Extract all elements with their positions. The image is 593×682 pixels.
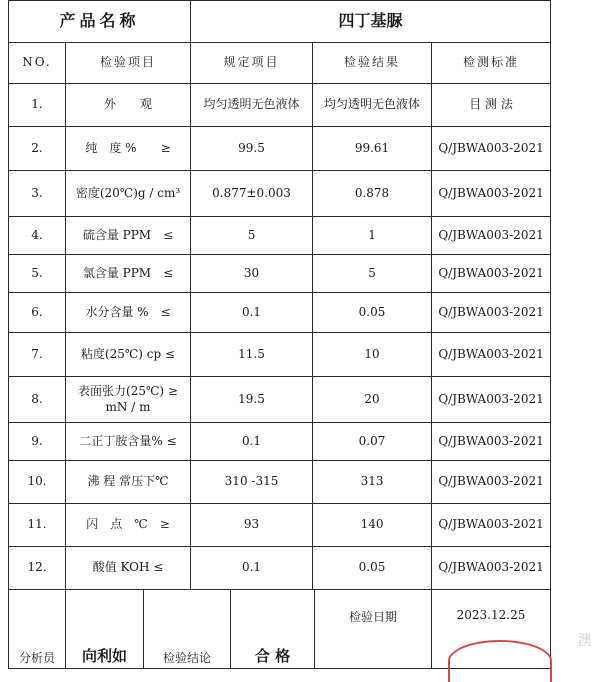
table-row	[9, 333, 551, 377]
cell-no: 12.	[9, 547, 66, 590]
cell-no: 2.	[9, 127, 66, 171]
cell-item: 氯含量 PPM ≤	[66, 255, 191, 293]
cell-spec: 99.5	[191, 127, 313, 171]
cell-result: 均匀透明无色液体	[313, 84, 432, 127]
product-name-value: 四丁基脲	[191, 1, 551, 43]
cell-spec: 310 -315	[191, 461, 313, 504]
col-item: 检验项目	[66, 43, 191, 84]
inspection-report	[8, 0, 550, 590]
cell-no: 5.	[9, 255, 66, 293]
cell-spec: 0.1	[191, 293, 313, 333]
analyst-name: 向利如	[66, 590, 144, 669]
cell-result: 1	[313, 217, 432, 255]
cell-standard: Q/JBWA003-2021	[432, 333, 551, 377]
cell-item: 外 观	[66, 84, 191, 127]
cell-standard: Q/JBWA003-2021	[432, 171, 551, 217]
cell-item: 表面张力(25℃) ≥ mN / m	[66, 377, 191, 423]
cell-no: 3.	[9, 171, 66, 217]
cell-no: 10.	[9, 461, 66, 504]
cell-item: 水分含量 % ≤	[66, 293, 191, 333]
cell-item: 粘度(25℃) cp ≤	[66, 333, 191, 377]
col-standard: 检测标准	[432, 43, 551, 84]
cell-standard: Q/JBWA003-2021	[432, 547, 551, 590]
cell-spec: 19.5	[191, 377, 313, 423]
date-label: 检验日期	[315, 590, 432, 669]
cell-no: 4.	[9, 217, 66, 255]
table-row	[9, 504, 551, 547]
watermark: 澳	[578, 633, 592, 649]
cell-spec: 5	[191, 217, 313, 255]
cell-item: 闪 点 ℃ ≥	[66, 504, 191, 547]
col-no: NO.	[9, 43, 66, 84]
table-row	[9, 547, 551, 590]
product-name-label: 产品名称	[9, 1, 191, 43]
cell-result: 0.05	[313, 293, 432, 333]
cell-no: 9.	[9, 423, 66, 461]
cell-result: 0.878	[313, 171, 432, 217]
cell-item: 硫含量 PPM ≤	[66, 217, 191, 255]
date-value: 2023.12.25	[432, 590, 551, 669]
table-row	[9, 217, 551, 255]
table-row	[9, 84, 551, 127]
cell-result: 0.07	[313, 423, 432, 461]
cell-standard: 目 测 法	[432, 84, 551, 127]
analyst-label: 分析员	[9, 590, 66, 669]
conclusion-label: 检验结论	[144, 590, 231, 669]
cell-standard: Q/JBWA003-2021	[432, 217, 551, 255]
table-row	[9, 255, 551, 293]
cell-no: 11.	[9, 504, 66, 547]
column-header-row	[9, 43, 551, 84]
conclusion-value: 合 格	[231, 590, 315, 669]
cell-item: 酸值 KOH ≤	[66, 547, 191, 590]
table-row	[9, 127, 551, 171]
table-row	[9, 461, 551, 504]
inspection-table	[8, 0, 551, 590]
cell-standard: Q/JBWA003-2021	[432, 504, 551, 547]
col-result: 检验结果	[313, 43, 432, 84]
table-row	[9, 377, 551, 423]
cell-standard: Q/JBWA003-2021	[432, 127, 551, 171]
cell-standard: Q/JBWA003-2021	[432, 255, 551, 293]
cell-spec: 30	[191, 255, 313, 293]
table-row	[9, 423, 551, 461]
cell-result: 313	[313, 461, 432, 504]
cell-no: 6.	[9, 293, 66, 333]
table-row	[9, 171, 551, 217]
cell-spec: 11.5	[191, 333, 313, 377]
cell-spec: 0.877±0.003	[191, 171, 313, 217]
cell-result: 140	[313, 504, 432, 547]
cell-standard: Q/JBWA003-2021	[432, 423, 551, 461]
cell-result: 5	[313, 255, 432, 293]
col-spec: 规定项目	[191, 43, 313, 84]
cell-result: 20	[313, 377, 432, 423]
cell-result: 0.05	[313, 547, 432, 590]
cell-result: 99.61	[313, 127, 432, 171]
product-name-row	[9, 1, 551, 43]
cell-standard: Q/JBWA003-2021	[432, 461, 551, 504]
cell-no: 7.	[9, 333, 66, 377]
cell-standard: Q/JBWA003-2021	[432, 293, 551, 333]
cell-item: 沸 程 常压下℃	[66, 461, 191, 504]
cell-standard: Q/JBWA003-2021	[432, 377, 551, 423]
cell-item: 二正丁胺含量% ≤	[66, 423, 191, 461]
cell-result: 10	[313, 333, 432, 377]
cell-item: 密度(20℃)g / cm³	[66, 171, 191, 217]
cell-spec: 0.1	[191, 423, 313, 461]
company-seal-icon	[448, 640, 552, 682]
cell-item: 纯 度 % ≥	[66, 127, 191, 171]
table-row	[9, 293, 551, 333]
cell-no: 8.	[9, 377, 66, 423]
cell-spec: 0.1	[191, 547, 313, 590]
cell-spec: 均匀透明无色液体	[191, 84, 313, 127]
cell-no: 1.	[9, 84, 66, 127]
cell-spec: 93	[191, 504, 313, 547]
